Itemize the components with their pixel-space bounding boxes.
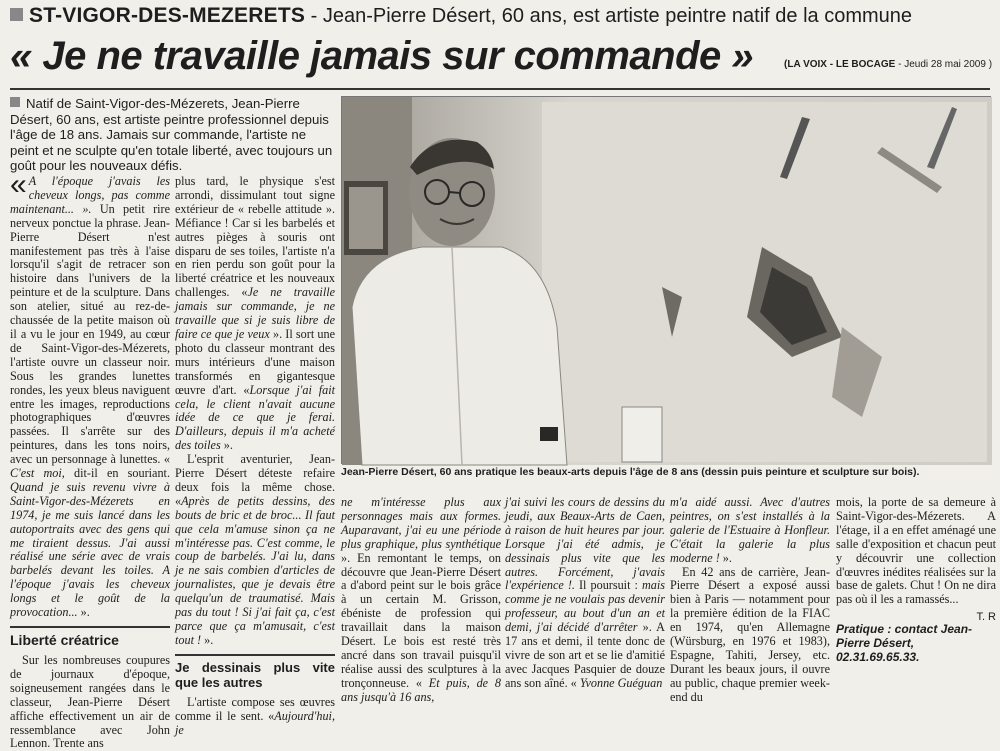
article-column-2 bbox=[175, 175, 335, 738]
source-name: (LA VOIX - LE BOCAGE bbox=[784, 59, 896, 70]
article-column-4 bbox=[505, 496, 665, 691]
quote-text: m'a aidé aussi. Avec d'autres peintres, on s'est installés à la galerie de l'Estuaire à Honfleur. C'était la galerie la plus moderne ! bbox=[670, 495, 830, 565]
paragraph: En 42 ans de carrière, Jean-Pierre Désert a exposé aussi bien à Paris — notamment pour la première édition de la FIAC en 1974, qu'en Allemagne (Würsburg, en 1976 et 1983), Espagne, Tahiti, Jersey, etc. Durant les beaux jours, il ouvre au public, chaque premier week-end du bbox=[670, 564, 830, 704]
chapo-text: Natif de Saint-Vigor-des-Mézerets, Jean-Pierre Désert, 60 ans, est artiste peintre professionnel depuis l'âge de 18 ans. Jamais sur commande, l'artiste ne peint et ne sculpte qu'en totale liberté, avec toujours un goût pour les nouveaux défis. bbox=[10, 96, 333, 174]
paragraph bbox=[341, 496, 501, 705]
article-column-3 bbox=[341, 496, 501, 705]
practical-text: contact Jean-Pierre Désert, 02.31.69.65.33. bbox=[836, 622, 973, 664]
quote-text: ne m'intéresse plus aux personnages mais aux formes. Auparavant, j'ai eu une période plus graphique, plus synthétique bbox=[341, 495, 501, 551]
quote-text: Aujourd'hui, je bbox=[175, 708, 335, 737]
paragraph bbox=[175, 696, 335, 738]
practical-label: Pratique : bbox=[836, 622, 892, 636]
photo-caption: Jean-Pierre Désert, 60 ans pratique les beaux-arts depuis l'âge de 8 ans (dessin puis peinture et sculpture sur bois). bbox=[341, 466, 920, 478]
title-rule bbox=[10, 88, 990, 90]
body-text: plus tard, le physique s'est arrondi, dissimulant tout signe extérieur de « rebelle attitude ». Méfiance ! Car si les barbelés et autres pièges à souris ont disparu de ses toiles, l'artiste n'a en rien perdu son goût pour la liberté créatrice et les nouveaux challenges. « bbox=[175, 174, 335, 300]
quote-text: Lorsque j'ai fait cela, le client n'avait aucune idée de ce que je ferai. D'ailleurs, depuis il m'a acheté des toiles bbox=[175, 382, 335, 453]
body-text: ». bbox=[220, 438, 233, 453]
body-text: Un petit rire nerveux ponctue la phrase. Jean-Pierre Désert n'est manifestement pas très à l'aise lorsqu'il s'agit de retracer son histoire dans l'univers de la peinture et de la sculpture. Dans son atelier, situé au rez-de-chaussée de la petite maison où il a vu le jour en 1949, au cœur de Saint-Vigor-des-Mézerets, l'artiste ouvre un classeur noir. Sous les grandes lunettes rondes, les yeux bleus naviguent entre les images, reproductions photographiques d'œuvres passées. Il s'arrête sur des peintures, dans les tons noirs, avec un personnage à lunettes. « bbox=[10, 201, 170, 467]
quote-text: j'ai suivi les cours de dessins du jeudi, aux Beaux-Arts de Caen, à raison de huit heures par jour. Lorsque j'ai été admis, je dessinais plus vite que les autres. Forcément, j'avais l'expérience !. bbox=[505, 495, 665, 593]
quote-text: mais comme je ne voulais pas devenir professeur, au bout d'un an et demi, j'ai décidé d'arrêter bbox=[505, 578, 665, 635]
body-text: ». bbox=[719, 550, 732, 565]
paragraph bbox=[505, 496, 665, 691]
body-text: ». bbox=[77, 605, 90, 620]
paragraph bbox=[670, 496, 830, 566]
kicker bbox=[10, 4, 995, 34]
quote-text: Après de petits dessins, des bouts de bric et de broc... Il faut que cela m'amuse sinon ça ne m'intéresse pas. C'est comme, le coup de barbelés. J'ai lu, dans je ne sais combien d'articles de journalistes, que je devais être quelqu'un de traumatisé. Mais pas du tout ! Si j'ai fait ça, c'est parce que ça m'amusait, c'est tout ! bbox=[175, 493, 335, 647]
bullet-square-icon bbox=[10, 8, 23, 21]
practical-info bbox=[836, 622, 996, 664]
bullet-square-icon bbox=[10, 97, 20, 107]
body-text: ». En remontant le temps, on découvre que Jean-Pierre Désert a d'abord peint sur le bois grâce à un certain M. Grisson, ébéniste de profession qui travaillait dans la maison Désert. Le bois est resté très ancré dans son travail puisqu'il réalise aussi des sculptures à la tronçonneuse. « bbox=[341, 550, 501, 690]
body-text: L'artiste compose ses œuvres comme il le sent. « bbox=[175, 694, 335, 723]
source-date: - Jeudi 28 mai 2009 ) bbox=[895, 59, 993, 70]
paragraph bbox=[10, 168, 170, 620]
quote-text: Yvonne Guéguan bbox=[576, 675, 663, 690]
paragraph: Sur les nombreuses coupures de journaux d'époque, soigneusement rangées dans le classeur, Jean-Pierre Désert affiche effectivement un air de ressemblance avec John Lennon. Trente ans bbox=[10, 653, 170, 751]
body-text: Il poursuit : bbox=[574, 578, 642, 593]
portrait-photo-illustration bbox=[342, 97, 992, 465]
body-text: ». bbox=[201, 632, 214, 647]
article-photo bbox=[341, 96, 991, 464]
article-column-6 bbox=[836, 496, 996, 625]
body-text: ». Il sort une photo du classeur montrant des murs intérieurs d'une maison transformés en gigantesque œuvre d'art. « bbox=[175, 326, 335, 397]
quote-text: Et puis, de 8 ans jusqu'à 16 ans, bbox=[341, 675, 501, 704]
quote-text: C'est moi, bbox=[10, 466, 65, 481]
body-text: L'esprit aventurier, Jean-Pierre Désert déteste refaire deux fois la même chose. « bbox=[175, 452, 335, 508]
source-line bbox=[784, 59, 994, 70]
chapo bbox=[10, 96, 335, 174]
body-text: ». A 17 ans et demi, il tente donc de vivre de son art et se lie d'amitié avec Jacques Pasquier de douze ans son aîné. « bbox=[505, 620, 665, 690]
lettrine: « bbox=[10, 168, 27, 201]
subheading-liberte: Liberté créatrice bbox=[10, 626, 170, 648]
quote-text: A l'époque j'avais les cheveux longs, pas comme maintenant... ». bbox=[10, 174, 170, 216]
paragraph bbox=[175, 453, 335, 648]
subheading-dessinais: Je dessinais plus vite que les autres bbox=[175, 654, 335, 690]
paragraph bbox=[175, 175, 335, 453]
author-signature: T. R bbox=[976, 611, 996, 624]
kicker-place: ST-VIGOR-DES-MEZERETS bbox=[29, 4, 306, 27]
paragraph: mois, la porte de sa demeure à Saint-Vigor-des-Mézerets. A l'étage, il a en effet aménagé une salle d'exposition et chacun peut y découvrir une collection d'œuvres inédites réalisées sur la base de galets. Chut ! On ne dira pas où il les a ramassés... bbox=[836, 495, 996, 607]
quote-text: Je ne travaille jamais sur commande, je ne travaille que si je suis libre de faire ce que je veux bbox=[175, 285, 335, 341]
article-title: « Je ne travaille jamais sur commande » bbox=[10, 34, 754, 78]
article-column-5 bbox=[670, 496, 830, 705]
quote-text: Quand je suis revenu vivre à Saint-Vigor-des-Mézerets en 1974, je me suis lancé dans les autoportraits avec des gens qui me tiraient dessus. J'ai aussi réalisé une série avec de vrais barbelés devant les toiles. A l'époque j'avais les cheveux longs et le goût de la provocation... bbox=[10, 479, 170, 620]
article-column-1 bbox=[10, 168, 170, 751]
kicker-text: - Jean-Pierre Désert, 60 ans, est artiste peintre natif de la commune bbox=[305, 5, 913, 27]
body-text: dit-il en souriant. bbox=[64, 466, 170, 481]
